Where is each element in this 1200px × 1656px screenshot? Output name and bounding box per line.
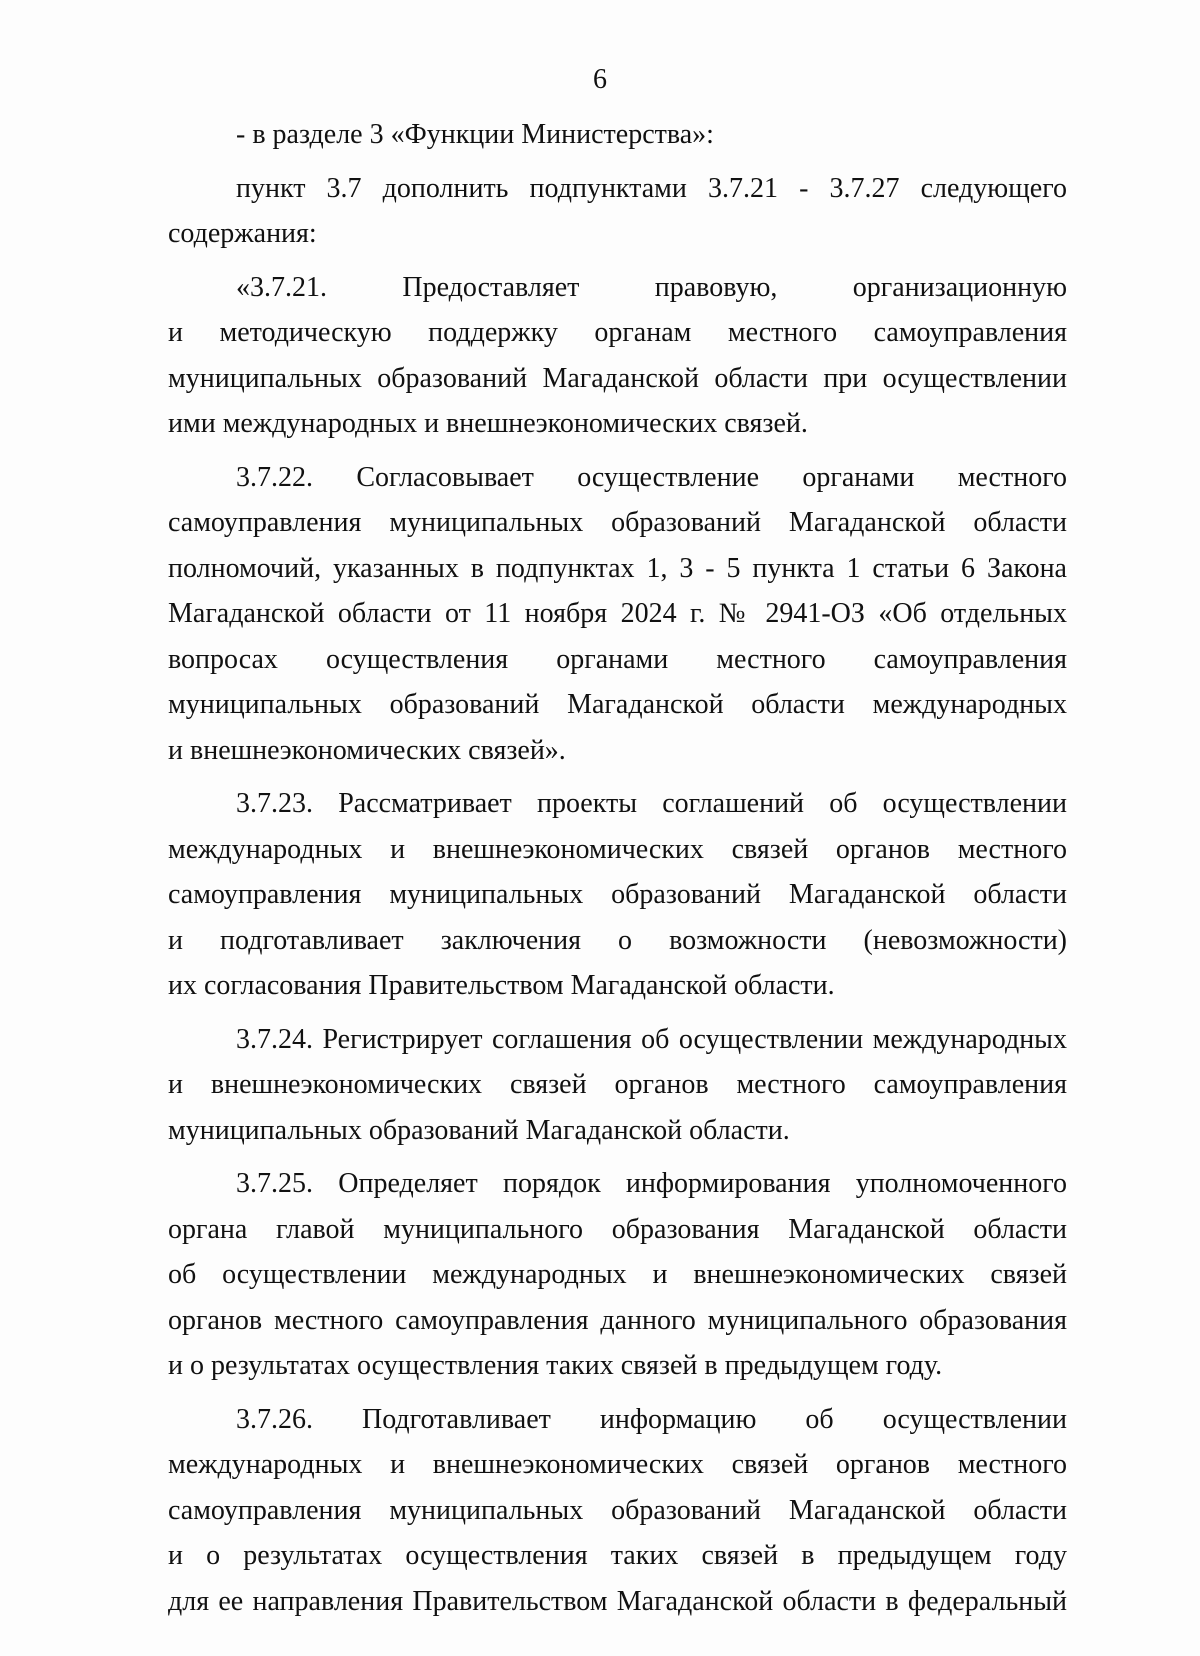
clause-3-7-23-line: самоуправления муниципальных образований Магаданской области <box>168 879 1067 910</box>
clause-3-7-26-line: 3.7.26. Подготавливает информацию об осуществлении <box>236 1403 1067 1435</box>
clause-3-7-23-line: и подготавливает заключения о возможности (невозможности) <box>168 924 1067 956</box>
clause-3-7-26-line: и о результатах осуществления таких связей в предыдущем году <box>168 1540 1067 1571</box>
amendment-instruction-line: пункт 3.7 дополнить подпунктами 3.7.21 - 3.7.27 следующего <box>236 172 1067 204</box>
clause-3-7-26-line: для ее направления Правительством Магаданской области в федеральный <box>168 1585 1067 1617</box>
clause-3-7-25-line: органа главой муниципального образования Магаданской области <box>168 1213 1067 1245</box>
clause-3-7-22-line: полномочий, указанных в подпунктах 1, 3 - 5 пункта 1 статьи 6 Закона <box>168 552 1067 584</box>
clause-3-7-23-line: международных и внешнеэкономических связей органов местного <box>168 833 1067 865</box>
clause-3-7-22-line: Магаданской области от 11 ноября 2024 г. № 2941-ОЗ «Об отдельных <box>168 598 1067 629</box>
clause-3-7-22-line: вопросах осуществления органами местного самоуправления <box>168 643 1067 675</box>
clause-3-7-26-line: самоуправления муниципальных образований Магаданской области <box>168 1494 1067 1526</box>
clause-3-7-24-line: муниципальных образований Магаданской области. <box>168 1114 790 1146</box>
clause-3-7-26-line: международных и внешнеэкономических связей органов местного <box>168 1449 1067 1480</box>
clause-3-7-25-line: об осуществлении международных и внешнеэкономических связей <box>168 1259 1067 1290</box>
clause-3-7-25-line: 3.7.25. Определяет порядок информирования уполномоченного <box>236 1168 1067 1199</box>
clause-3-7-22-line: муниципальных образований Магаданской области международных <box>168 689 1067 720</box>
amendment-instruction-line: содержания: <box>168 218 317 249</box>
clause-3-7-22-line: и внешнеэкономических связей». <box>168 734 566 766</box>
clause-3-7-21-line: и методическую поддержку органам местного самоуправления <box>168 317 1067 348</box>
clause-3-7-24-line: и внешнеэкономических связей органов местного самоуправления <box>168 1069 1067 1100</box>
section-intro-line: - в разделе 3 «Функции Министерства»: <box>236 119 714 150</box>
clause-3-7-25-line: и о результатах осуществления таких связей в предыдущем году. <box>168 1350 943 1381</box>
clause-3-7-23-line: 3.7.23. Рассматривает проекты соглашений об осуществлении <box>236 788 1067 819</box>
clause-3-7-23-line: их согласования Правительством Магаданской области. <box>168 970 835 1001</box>
clause-3-7-21-line: ими международных и внешнеэкономических связей. <box>168 408 808 439</box>
clause-3-7-24-line: 3.7.24. Регистрирует соглашения об осуществлении международных <box>236 1023 1067 1055</box>
clause-3-7-21-line: муниципальных образований Магаданской области при осуществлении <box>168 362 1067 394</box>
clause-3-7-22-line: самоуправления муниципальных образований Магаданской области <box>168 507 1067 538</box>
clause-3-7-22-line: 3.7.22. Согласовывает осуществление органами местного <box>236 461 1067 493</box>
page-number: 6 <box>593 64 607 95</box>
clause-3-7-21-line: «3.7.21. Предоставляет правовую, организационную <box>236 271 1067 303</box>
document-body <box>168 112 1067 1624</box>
clause-3-7-25-line: органов местного самоуправления данного муниципального образования <box>168 1304 1067 1336</box>
